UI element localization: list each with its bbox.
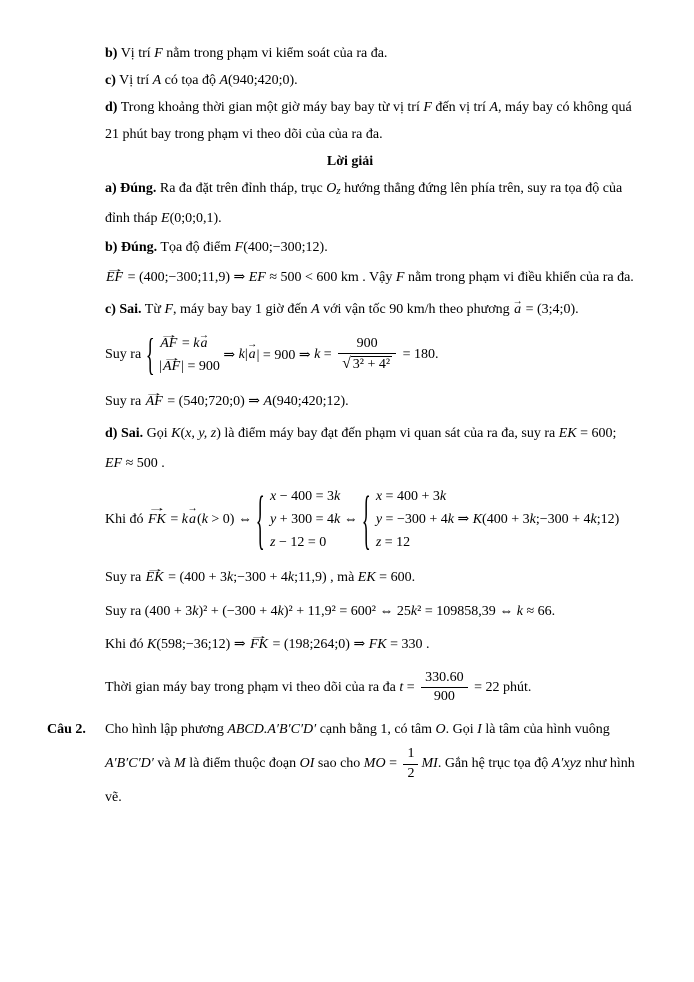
equation-system bbox=[255, 485, 340, 554]
text-run: có tọa độ bbox=[161, 73, 220, 88]
math-run: ≈ 66. bbox=[522, 604, 556, 619]
math-var: k bbox=[529, 511, 536, 527]
math-subscript: z bbox=[336, 185, 341, 197]
math-var: O bbox=[435, 722, 446, 738]
math-var: OI bbox=[299, 756, 315, 772]
equation-system bbox=[145, 332, 220, 378]
system-row bbox=[270, 531, 340, 554]
text-run: Khi đó bbox=[105, 637, 147, 652]
text-run: Từ bbox=[141, 302, 165, 317]
math-var: A bbox=[219, 73, 229, 88]
text-run: Cho hình lập phương bbox=[105, 722, 228, 738]
vector-EF: EF → bbox=[105, 261, 124, 294]
math-run: (940;420;12). bbox=[272, 394, 349, 409]
text-run: nằm trong phạm vi kiểm soát của ra đa. bbox=[162, 46, 388, 61]
text-run: Gọi bbox=[143, 426, 172, 441]
system-row bbox=[270, 485, 340, 508]
math-var: EK bbox=[558, 426, 577, 441]
math-var: A bbox=[489, 100, 499, 115]
math-var: k bbox=[516, 604, 523, 619]
text-run: Vị trí bbox=[115, 73, 153, 88]
text-run: . Gắn hệ trục tọa độ bbox=[437, 756, 552, 772]
math-var: k bbox=[314, 347, 321, 362]
math-var: EF bbox=[248, 270, 266, 285]
math-run: ;11,9) , mà bbox=[294, 570, 358, 585]
solution-b-calc bbox=[105, 261, 654, 294]
math-var: A bbox=[263, 394, 273, 409]
math-var: t bbox=[399, 679, 404, 695]
math-var: k bbox=[590, 511, 597, 527]
text-run: nằm trong phạm vi điều khiển của ra đa. bbox=[404, 270, 634, 285]
math-var: A′xyz bbox=[551, 756, 582, 772]
math-run: ;−300 + 4 bbox=[535, 511, 591, 527]
math-var: y bbox=[270, 512, 277, 527]
math-run: − 12 = 0 bbox=[275, 535, 327, 550]
math-run: ⇔ bbox=[340, 511, 362, 527]
system-rows bbox=[270, 485, 340, 554]
math-run: = (400 + 3 bbox=[164, 570, 228, 585]
math-run: = bbox=[403, 679, 419, 695]
math-var: K bbox=[147, 637, 157, 652]
math-var: k bbox=[334, 512, 341, 527]
math-var: z bbox=[270, 535, 276, 550]
math-var: M bbox=[174, 756, 186, 772]
math-var: k bbox=[410, 604, 418, 619]
math-var: x, y, z bbox=[185, 426, 217, 441]
math-run: ⇒ bbox=[453, 512, 473, 527]
text-run: cạnh bằng 1, có tâm bbox=[316, 722, 436, 738]
vector-AF: AF → bbox=[162, 355, 181, 378]
text-run: đỉnh tháp bbox=[105, 211, 161, 226]
text-run: Suy ra (400 + 3 bbox=[105, 604, 193, 619]
math-run: − 400 = 3 bbox=[276, 489, 335, 504]
question-2 bbox=[47, 715, 654, 812]
math-var: k bbox=[447, 512, 454, 527]
fraction-numerator: 900 bbox=[338, 335, 396, 354]
fraction-numerator: 330.60 bbox=[421, 669, 468, 688]
system-rows bbox=[376, 485, 454, 554]
math-var: k bbox=[334, 489, 341, 504]
math-var: K bbox=[472, 511, 483, 527]
math-run: (598;−36;12) ⇒ bbox=[156, 637, 250, 652]
text-run: hướng thẳng đứng lên phía trên, suy ra tọa độ của bbox=[340, 181, 623, 196]
math-var: F bbox=[234, 240, 244, 255]
text-run: là điểm thuộc đoạn bbox=[185, 756, 300, 772]
math-run: = −300 + 4 bbox=[382, 512, 448, 527]
math-run: = bbox=[385, 756, 401, 772]
vector-FK: FK → bbox=[147, 512, 167, 528]
solution-d-equation bbox=[105, 595, 654, 628]
math-var: E bbox=[161, 211, 170, 226]
vector-a: a → bbox=[188, 512, 197, 528]
math-var: A bbox=[152, 73, 162, 88]
solution-a-label: a) Đúng. bbox=[105, 181, 157, 196]
math-var: x bbox=[375, 489, 383, 504]
vector-a: a → bbox=[513, 294, 522, 325]
math-run: = 180. bbox=[399, 347, 439, 362]
system-row bbox=[376, 508, 454, 531]
math-run: (400 + 3 bbox=[482, 511, 530, 527]
math-run: = 600. bbox=[375, 570, 416, 585]
solution-d-time bbox=[105, 669, 654, 706]
solution-heading: Lời giải bbox=[326, 154, 374, 169]
math-run: ² = 109858,39 ⇔ bbox=[417, 604, 517, 619]
brace-icon bbox=[362, 481, 371, 559]
text-run: 21 phút bay trong phạm vi theo dõi của của ra đa. bbox=[105, 127, 383, 142]
math-var: EF bbox=[105, 456, 123, 471]
math-var: k bbox=[439, 489, 447, 504]
statement-c bbox=[105, 67, 654, 94]
math-var: K bbox=[171, 426, 181, 441]
solution-c bbox=[105, 294, 654, 325]
question-2-body bbox=[105, 715, 654, 812]
solution-b bbox=[105, 234, 654, 261]
math-var: MI bbox=[421, 756, 438, 772]
math-run: = 12 bbox=[381, 535, 411, 550]
math-var: F bbox=[395, 270, 405, 285]
math-run: = 330 . bbox=[386, 637, 430, 652]
math-var: k bbox=[193, 336, 200, 351]
math-run: ( bbox=[197, 511, 202, 527]
math-var: F bbox=[154, 46, 163, 61]
solution-d-system bbox=[105, 485, 654, 554]
statement-d bbox=[105, 94, 654, 121]
math-var: k bbox=[287, 570, 295, 585]
vector-FK: FK → bbox=[249, 628, 269, 662]
math-run: (400;−300;12). bbox=[243, 240, 328, 255]
math-run: (0;0;0,1). bbox=[169, 211, 222, 226]
vector-AF: AF → bbox=[145, 385, 164, 418]
math-var: ABCD.A′B′C′D′ bbox=[227, 722, 317, 738]
math-run: > 0) ⇔ bbox=[207, 511, 256, 527]
math-run: = 600; bbox=[576, 426, 617, 441]
statement-b bbox=[105, 40, 654, 67]
math-var: A bbox=[311, 302, 320, 317]
math-run: = bbox=[178, 336, 194, 351]
math-run: = 400 + 3 bbox=[382, 489, 440, 504]
math-var: k bbox=[227, 570, 234, 585]
statement-d-cont bbox=[105, 121, 654, 148]
math-var: EK bbox=[357, 570, 376, 585]
fraction bbox=[338, 335, 396, 375]
math-run: ( bbox=[180, 426, 186, 441]
text-run: Vị trí bbox=[117, 46, 155, 61]
statement-b-label: b) bbox=[105, 46, 118, 61]
text-run: như hình vẽ. bbox=[105, 756, 635, 805]
math-run: = bbox=[320, 347, 336, 362]
math-var: y bbox=[375, 512, 383, 527]
text-run: Thời gian máy bay trong phạm vi theo dõi của ra đa bbox=[105, 679, 400, 695]
solution-d-k-result bbox=[105, 628, 654, 662]
math-var: FK bbox=[368, 637, 387, 652]
system-row bbox=[376, 485, 454, 508]
math-run: | bbox=[159, 359, 163, 374]
vector-AF: AF → bbox=[159, 332, 178, 355]
text-run: , máy bay bay 1 giờ đến bbox=[173, 302, 312, 317]
brace-icon bbox=[256, 481, 265, 559]
text-run: sao cho bbox=[314, 756, 364, 772]
text-run: Suy ra bbox=[105, 347, 145, 362]
math-run: | = 900 ⇒ bbox=[256, 347, 315, 363]
text-run: ) là điểm máy bay đạt đến phạm vi quan sát của ra đa, suy ra bbox=[216, 426, 559, 441]
math-var: I bbox=[477, 722, 482, 738]
text-run: . Gọi bbox=[445, 722, 478, 738]
solution-b-label: b) Đúng. bbox=[105, 240, 158, 255]
text-run: ≈ 500 < 600 km . Vậy bbox=[265, 270, 396, 285]
system-row bbox=[270, 508, 340, 531]
vector-a: a → bbox=[248, 347, 257, 363]
solution-a bbox=[105, 175, 654, 205]
statement-d-label: d) bbox=[105, 100, 118, 115]
statement-c-label: c) bbox=[105, 73, 116, 88]
radicand: 3² + 4² bbox=[352, 357, 391, 373]
solution-d-label: d) Sai. bbox=[105, 426, 144, 441]
text-run: , máy bay có không quá bbox=[498, 100, 632, 115]
solution-c-label: c) Sai. bbox=[105, 302, 142, 317]
math-run: = bbox=[166, 511, 182, 527]
math-var: F bbox=[164, 302, 174, 317]
system-row bbox=[159, 355, 220, 378]
math-run: = (400;−300;11,9) ⇒ bbox=[124, 270, 249, 285]
math-run: | bbox=[244, 347, 248, 362]
math-var: k bbox=[192, 604, 199, 619]
solution-d-ek bbox=[105, 561, 654, 595]
math-run: )² + (−300 + 4 bbox=[198, 604, 278, 619]
text-run: Trong khoảng thời gian một giờ máy bay bay từ vị trí bbox=[117, 100, 424, 115]
math-run: (940;420;0). bbox=[228, 73, 298, 88]
math-var: x bbox=[270, 489, 277, 504]
text-run: Khi đó bbox=[105, 511, 147, 527]
fraction-denominator: 2 bbox=[407, 765, 415, 781]
math-var: z bbox=[375, 535, 382, 550]
math-run: | = 900 bbox=[181, 359, 220, 374]
text-run: là tâm của hình vuông bbox=[481, 722, 610, 738]
text-run: đến vị trí bbox=[431, 100, 490, 115]
solution-d bbox=[105, 418, 654, 449]
math-run: ;12) bbox=[596, 511, 620, 527]
brace-icon bbox=[145, 329, 154, 381]
fraction bbox=[421, 669, 468, 706]
math-run: = 22 phút. bbox=[470, 679, 532, 695]
solution-c-result bbox=[105, 385, 654, 418]
system-row bbox=[376, 531, 454, 554]
math-var: k bbox=[277, 604, 284, 619]
vector-EK: EK → bbox=[145, 561, 165, 595]
math-var: A′B′C′D′ bbox=[105, 756, 154, 772]
math-run: ;−300 + 4 bbox=[233, 570, 288, 585]
text-run: Tọa độ điểm bbox=[157, 240, 235, 255]
math-run: + 300 = 4 bbox=[276, 512, 335, 527]
math-run: = (198;264;0) ⇒ bbox=[268, 637, 369, 652]
text-run: và bbox=[153, 756, 175, 772]
math-run: ⇒ bbox=[219, 347, 239, 363]
text-run: Suy ra bbox=[105, 394, 145, 409]
text-run: Ra đa đặt trên đỉnh tháp, trục bbox=[156, 181, 327, 196]
text-run: với vận tốc 90 km/h theo phương bbox=[319, 302, 514, 317]
fraction bbox=[403, 745, 418, 782]
vector-a: a → bbox=[199, 332, 208, 355]
solution-d-cont bbox=[105, 449, 654, 478]
math-run: ≈ 500 . bbox=[122, 456, 165, 471]
math-var: k bbox=[201, 511, 208, 527]
math-var: MO bbox=[363, 756, 386, 772]
math-var: k bbox=[238, 347, 245, 362]
math-run: = (3;4;0). bbox=[522, 302, 579, 317]
system-rows bbox=[159, 332, 220, 378]
math-var: O bbox=[326, 181, 337, 196]
text-run: Suy ra bbox=[105, 570, 145, 585]
solution-a-cont bbox=[105, 205, 654, 232]
equation-system bbox=[361, 485, 454, 554]
math-var: k bbox=[181, 511, 189, 527]
math-var: F bbox=[423, 100, 432, 115]
sqrt-icon bbox=[342, 357, 392, 372]
fraction-denominator bbox=[338, 354, 396, 374]
fraction-numerator: 1 bbox=[403, 745, 418, 764]
question-2-label: Câu 2. bbox=[47, 722, 86, 738]
math-run: )² + 11,9² = 600² ⇔ 25 bbox=[283, 604, 411, 619]
fraction-denominator: 900 bbox=[433, 689, 455, 705]
solution-c-system bbox=[105, 332, 654, 378]
math-run: = (540;720;0) ⇒ bbox=[163, 394, 264, 409]
